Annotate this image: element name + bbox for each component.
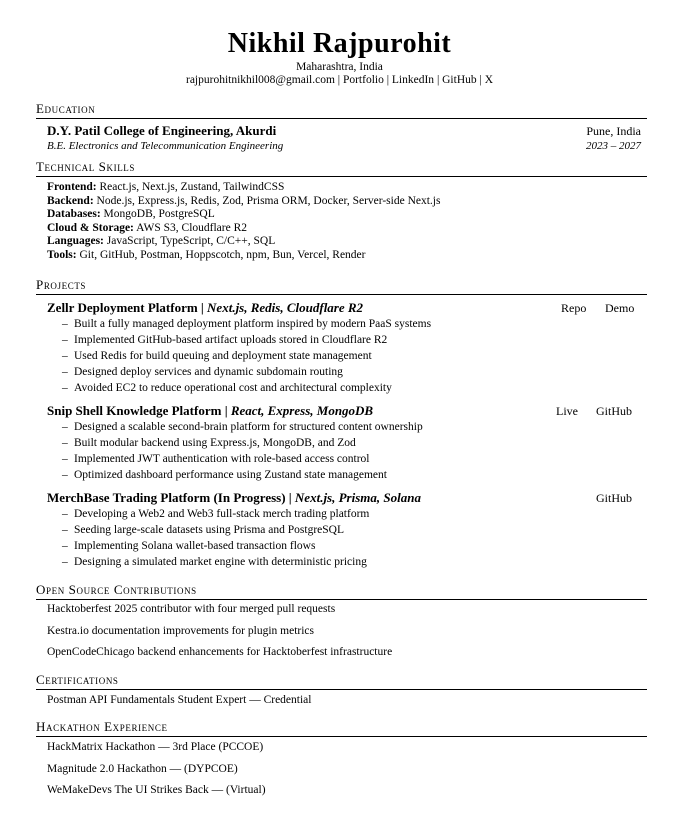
section-divider (36, 176, 647, 177)
bullet-text: Implemented JWT authentication with role-based access control (74, 453, 370, 465)
section-title-skills: Technical Skills (36, 159, 136, 174)
credential-link[interactable]: Credential (263, 694, 312, 706)
github-link[interactable]: GitHub (442, 74, 477, 86)
skill-label: Backend: (47, 194, 94, 207)
skills-list (47, 181, 440, 262)
bullet-text: Used Redis for build queuing and deployment state management (74, 350, 372, 362)
bullet-dash: – (62, 350, 68, 362)
separator: | (221, 403, 231, 418)
project-name: Zellr Deployment Platform (47, 300, 198, 315)
bullet-text: Designed deploy services and dynamic subdomain routing (74, 366, 343, 378)
bullet-dash: – (62, 469, 68, 481)
list-item (62, 382, 431, 398)
portfolio-link[interactable]: Portfolio (342, 74, 384, 86)
bullet-dash: – (62, 334, 68, 346)
bullet-text: Seeding large-scale datasets using Prisma and PostgreSQL (74, 524, 344, 536)
list-item (62, 437, 423, 453)
list-item: HackMatrix Hackathon — 3rd Place (PCCOE) (47, 741, 264, 753)
section-divider (36, 599, 647, 600)
project-tech: React, Express, MongoDB (230, 403, 374, 418)
separator: | (479, 74, 482, 86)
skill-row-backend (47, 195, 440, 209)
project-bullets (62, 421, 423, 485)
list-item (62, 556, 369, 572)
list-item: Magnitude 2.0 Hackathon — (DYPCOE) (47, 763, 238, 775)
bullet-text: Designed a scalable second-brain platform for structured content ownership (74, 421, 423, 433)
separator: | (285, 490, 295, 505)
bullet-text: Designing a simulated market engine with deterministic pricing (74, 556, 367, 568)
live-link[interactable]: Live (556, 404, 578, 418)
section-divider (36, 689, 647, 690)
separator: | (337, 74, 341, 86)
list-item (62, 508, 369, 524)
bullet-dash: – (62, 437, 68, 449)
section-title-certifications: Certifications (36, 672, 119, 687)
skill-row-cloud (47, 222, 440, 236)
bullet-text: Implemented GitHub-based artifact uploads stored in Cloudflare R2 (74, 334, 388, 346)
list-item: OpenCodeChicago backend enhancements for Hacktoberfest infrastructure (47, 646, 393, 658)
degree-years: 2023 – 2027 (586, 140, 641, 152)
certification-text: Postman API Fundamentals Student Expert — (47, 694, 264, 706)
repo-link[interactable]: Repo (561, 301, 587, 315)
project-title-zellr (47, 300, 363, 316)
skill-value: React.js, Next.js, Zustand, TailwindCSS (99, 181, 285, 193)
bullet-dash: – (62, 540, 68, 552)
bullet-dash: – (62, 508, 68, 520)
project-title-snipshell (47, 403, 373, 419)
project-tech: Next.js, Redis, Cloudflare R2 (207, 300, 364, 315)
skill-value: Git, GitHub, Postman, Hoppscotch, npm, Bun, Vercel, Render (79, 248, 366, 261)
project-tech: Next.js, Prisma, Solana (294, 490, 421, 505)
github-link[interactable]: GitHub (596, 491, 632, 505)
bullet-dash: – (62, 366, 68, 378)
bullet-dash: – (62, 421, 68, 433)
skill-row-tools (47, 249, 440, 263)
linkedin-link[interactable]: LinkedIn (391, 74, 435, 86)
section-divider (36, 736, 647, 737)
skill-label: Frontend: (47, 181, 97, 193)
bullet-text: Avoided EC2 to reduce operational cost and architectural complexity (74, 382, 392, 394)
bullet-dash: – (62, 556, 68, 568)
school-name: D.Y. Patil College of Engineering, Akurdi (47, 123, 277, 138)
section-title-opensource: Open Source Contributions (36, 582, 197, 597)
list-item (62, 318, 431, 334)
separator: | (197, 300, 208, 315)
project-bullets (62, 508, 369, 572)
section-divider (36, 118, 647, 119)
candidate-name: Nikhil Rajpurohit (227, 28, 452, 59)
list-item (62, 524, 369, 540)
separator: | (436, 74, 440, 86)
github-link[interactable]: GitHub (596, 404, 632, 418)
skill-value: Node.js, Express.js, Redis, Zod, Prisma ORM, Docker, Server-side Next.js (96, 194, 441, 207)
bullet-text: Built a fully managed deployment platform inspired by modern PaaS systems (74, 318, 432, 330)
list-item: WeMakeDevs The UI Strikes Back — (Virtual) (47, 784, 266, 796)
skill-label: Cloud & Storage: (47, 221, 134, 234)
bullet-text: Developing a Web2 and Web3 full-stack merch trading platform (74, 508, 370, 520)
bullet-dash: – (62, 453, 68, 465)
skill-row-languages (47, 235, 440, 249)
bullet-dash: – (62, 318, 68, 330)
list-item (62, 366, 431, 382)
demo-link[interactable]: Demo (605, 301, 635, 315)
x-link[interactable]: X (484, 74, 493, 86)
project-name: Snip Shell Knowledge Platform (47, 403, 222, 418)
list-item (62, 350, 431, 366)
degree: B.E. Electronics and Telecommunication Engineering (47, 140, 284, 152)
bullet-dash: – (62, 524, 68, 536)
section-title-projects: Projects (36, 277, 87, 292)
skill-value: MongoDB, PostgreSQL (103, 208, 215, 220)
bullet-text: Built modular backend using Express.js, MongoDB, and Zod (74, 437, 356, 449)
list-item (62, 334, 431, 350)
certification-item (47, 694, 311, 706)
contact-line (0, 74, 679, 86)
separator: | (386, 74, 390, 86)
section-title-hackathons: Hackathon Experience (36, 719, 168, 734)
bullet-text: Implementing Solana wallet-based transaction flows (74, 540, 316, 552)
list-item: Hacktoberfest 2025 contributor with four merged pull requests (47, 603, 336, 615)
project-title-merchbase (47, 490, 421, 506)
skill-value: JavaScript, TypeScript, C/C++, SQL (106, 235, 276, 247)
section-divider (36, 294, 647, 295)
candidate-location: Maharashtra, India (296, 61, 383, 73)
list-item (62, 469, 423, 485)
skill-label: Databases: (47, 208, 101, 220)
project-name: MerchBase Trading Platform (In Progress) (47, 490, 286, 505)
section-title-education: Education (36, 101, 96, 116)
skill-label: Tools: (47, 248, 77, 261)
bullet-text: Optimized dashboard performance using Zustand state management (74, 469, 387, 481)
skill-label: Languages: (47, 235, 104, 247)
list-item (62, 421, 423, 437)
list-item: Kestra.io documentation improvements for plugin metrics (47, 625, 314, 637)
school-place: Pune, India (586, 124, 641, 138)
email-link[interactable]: rajpurohitnikhil008@gmail.com (186, 74, 335, 86)
skill-value: AWS S3, Cloudflare R2 (136, 221, 248, 234)
bullet-dash: – (62, 382, 68, 394)
project-bullets (62, 318, 431, 398)
skill-row-databases (47, 208, 440, 222)
list-item (62, 540, 369, 556)
skill-row-frontend (47, 181, 440, 195)
list-item (62, 453, 423, 469)
